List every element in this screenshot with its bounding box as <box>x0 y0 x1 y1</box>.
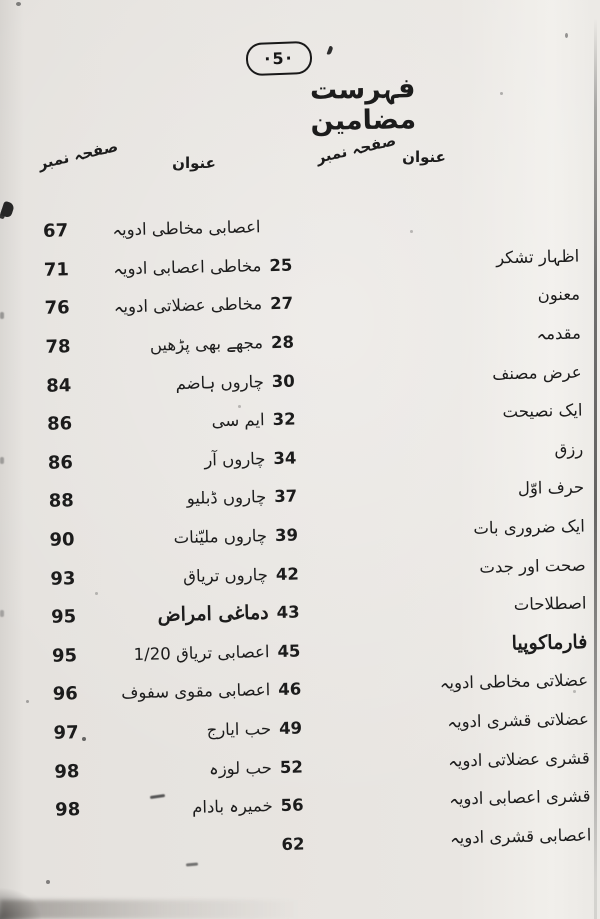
left-entry-title: چاروں آر <box>204 449 266 470</box>
scan-speck <box>327 46 334 56</box>
right-page-number: 34 <box>273 448 297 468</box>
scan-speck <box>500 92 503 95</box>
right-entry-title: فارماکوپیا <box>511 630 588 655</box>
column-header-title-left: عنوان <box>172 154 216 172</box>
page-number: ·5· <box>264 48 294 69</box>
right-page-number: 52 <box>279 757 304 777</box>
left-entry-title: چاروں ڈبلیو <box>186 487 267 509</box>
left-entry-title: حب لوزہ <box>208 757 273 779</box>
left-page-number: 67 <box>42 220 69 243</box>
scan-speck <box>26 700 29 703</box>
left-entry-title: چاروں ملیّنات <box>173 526 268 548</box>
right-page-number: 28 <box>270 332 295 353</box>
left-entry-title: دماغی امراض <box>157 601 269 627</box>
scan-speck <box>0 312 4 319</box>
left-page-number: 97 <box>53 722 79 744</box>
left-entry-title: اعصابی تریاق 1/20 <box>133 641 270 664</box>
right-page-number: 56 <box>280 795 304 816</box>
scan-speck <box>238 405 241 408</box>
right-entry-title: اظہار تشکر <box>495 246 580 268</box>
scan-speck <box>0 457 4 464</box>
scan-speck <box>16 2 21 6</box>
right-page-number: 37 <box>274 487 298 507</box>
scan-shadow <box>0 900 300 919</box>
column-header-page-right: صفحہ نمبر <box>314 131 398 167</box>
left-entry-title: حب ایارج <box>206 719 272 740</box>
right-entry-title: عضلاتی مخاطی ادویہ <box>439 670 589 694</box>
left-page-number: 96 <box>52 683 79 706</box>
left-entry-title: مخاطی عضلاتی ادویہ <box>113 294 263 317</box>
left-entry-title: ایم سی <box>211 410 265 431</box>
right-entry-title: ایک نصیحت <box>502 400 583 422</box>
left-page-number: 90 <box>49 529 75 551</box>
left-entry-title: مجھے بھی پڑھیں <box>149 333 264 355</box>
left-page-number: 71 <box>43 259 70 281</box>
column-header-title-right: عنوان <box>402 148 446 166</box>
left-entry-title: چاروں ہاضم <box>175 371 264 393</box>
page-title: فہرست مضامین <box>309 73 417 137</box>
right-entry-title: عضلاتی قشری ادویہ <box>447 709 590 732</box>
left-page-number: 88 <box>48 490 74 513</box>
left-page-number: 84 <box>46 374 72 397</box>
right-page-number: 46 <box>278 679 302 700</box>
left-entry-title: چاروں تریاق <box>182 564 269 586</box>
scan-speck <box>410 230 413 233</box>
scan-speck <box>46 880 50 884</box>
left-entry-title: مخاطی اعصابی ادویہ <box>113 256 262 279</box>
left-page-number: 95 <box>51 645 78 667</box>
scan-speck <box>565 33 568 38</box>
right-entry-title: اصطلاحات <box>513 593 587 615</box>
right-page-number: 62 <box>281 834 305 854</box>
left-page-number: 98 <box>54 799 81 821</box>
scan-speck <box>186 862 198 866</box>
scan-speck <box>0 610 4 617</box>
right-page-number: 32 <box>272 409 296 430</box>
right-page-number: 45 <box>277 641 301 661</box>
right-page-number: 42 <box>275 564 300 584</box>
right-entry-title: معنون <box>537 285 581 305</box>
right-entry-title <box>411 217 578 220</box>
left-page-number: 86 <box>47 452 74 474</box>
left-page-number: 86 <box>46 413 73 436</box>
left-page-number: 98 <box>54 760 80 783</box>
right-entry-title: رزق <box>554 439 584 460</box>
right-entry-title: قشری اعصابی ادویہ <box>448 786 591 809</box>
left-page-number: 78 <box>45 336 71 358</box>
right-entry-title: اعصابی قشری ادویہ <box>449 825 592 848</box>
left-entry-title: اعصابی مقوی سفوف <box>121 680 271 703</box>
right-entry-title: عرض مصنف <box>492 362 582 384</box>
right-entry-title: حرف اوّل <box>517 477 585 499</box>
right-page-number <box>258 226 292 227</box>
scan-speck <box>82 737 86 741</box>
right-entry-title: ایک ضروری بات <box>473 516 586 538</box>
left-page-number: 95 <box>50 606 77 628</box>
right-entry-title: مقدمہ <box>536 323 582 344</box>
left-page-number: 93 <box>50 567 76 590</box>
right-page-number: 30 <box>271 371 295 391</box>
column-header-page-left: صفحہ نمبر <box>36 137 120 173</box>
left-entry-title <box>87 844 274 848</box>
right-page-number: 43 <box>276 602 300 623</box>
right-entry-title: صحت اور جدت <box>479 555 586 577</box>
scan-speck <box>573 690 576 693</box>
right-page-number: 25 <box>269 255 293 275</box>
toc-rows <box>0 201 600 870</box>
left-page-number: 76 <box>44 297 70 320</box>
left-page-number <box>47 848 91 849</box>
right-page-number: 39 <box>274 525 299 546</box>
right-entry-title: قشری عضلاتی ادویہ <box>447 748 590 771</box>
right-page-number: 27 <box>269 294 294 314</box>
page-number-badge <box>245 41 312 76</box>
left-entry-title: اعصابی مخاطی ادویہ <box>112 217 261 240</box>
left-entry-title: خمیرہ بادام <box>191 796 273 818</box>
right-page-number: 49 <box>278 718 303 738</box>
scan-speck <box>95 592 98 595</box>
